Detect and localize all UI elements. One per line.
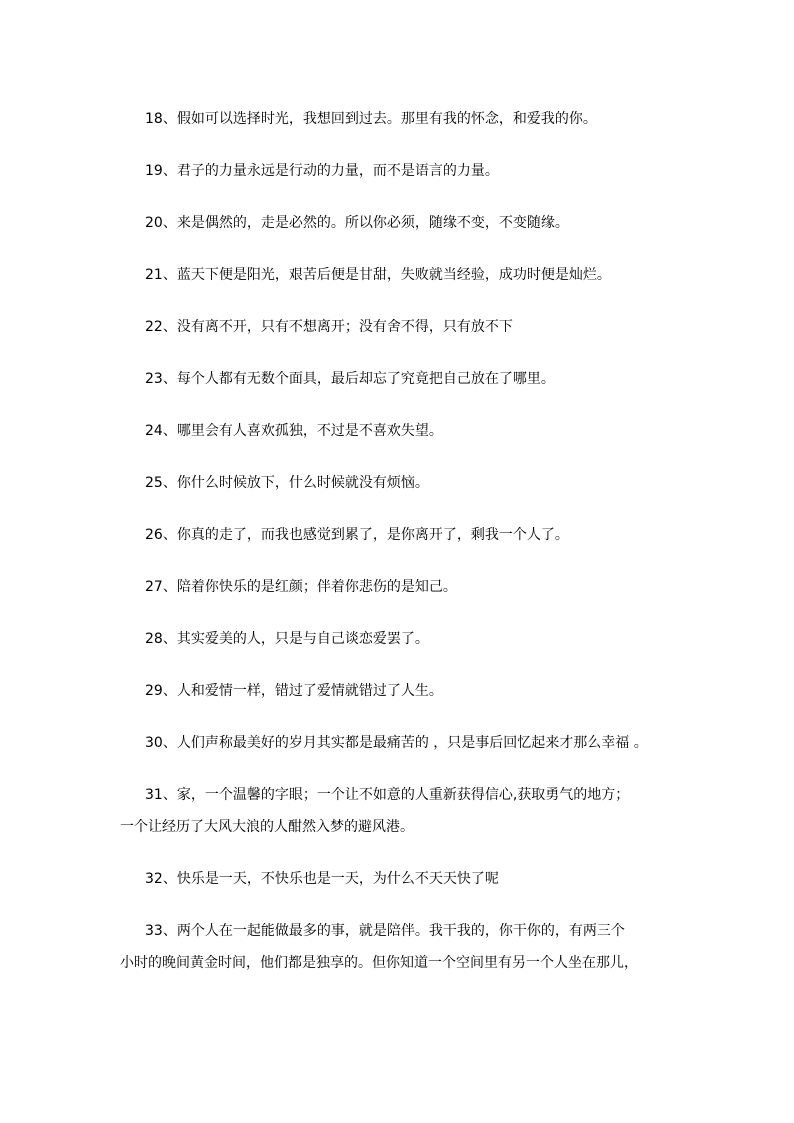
paragraph-23: 23、每个人都有无数个面具，最后却忘了究竟把自己放在了哪里。: [145, 371, 555, 387]
paragraph-29: 29、人和爱情一样，错过了爱情就错过了人生。: [145, 683, 443, 699]
paragraph-22: 22、没有离不开，只有不想离开；没有舍不得，只有放不下: [145, 319, 513, 335]
paragraph-33-line-2: 小时的晚间黄金时间，他们都是独享的。但你知道一个空间里有另一个人坐在那儿，: [120, 955, 638, 971]
paragraph-33-line-1: 33、两个人在一起能做最多的事，就是陪伴。我干我的，你干你的，有两三个: [145, 923, 625, 939]
paragraph-31-line-1: 31、家，一个温馨的字眼；一个让不如意的人重新获得信心,获取勇气的地方；: [145, 787, 630, 803]
paragraph-20: 20、来是偶然的，走是必然的。所以你必须，随缘不变，不变随缘。: [145, 215, 569, 231]
paragraph-26: 26、你真的走了，而我也感觉到累了，是你离开了，剩我一个人了。: [145, 527, 569, 543]
paragraph-31-line-2: 一个让经历了大风大浪的人酣然入梦的避风港。: [120, 819, 414, 835]
paragraph-19: 19、君子的力量永远是行动的力量，而不是语言的力量。: [145, 163, 499, 179]
paragraph-21: 21、蓝天下便是阳光，艰苦后便是甘甜，失败就当经验，成功时便是灿烂。: [145, 267, 611, 283]
paragraph-24: 24、哪里会有人喜欢孤独，不过是不喜欢失望。: [145, 423, 443, 439]
paragraph-32: 32、快乐是一天，不快乐也是一天，为什么不天天快了呢: [145, 871, 499, 887]
paragraph-18: 18、假如可以选择时光，我想回到过去。那里有我的怀念，和爱我的你。: [145, 111, 597, 127]
paragraph-28: 28、其实爱美的人，只是与自己谈恋爱罢了。: [145, 631, 429, 647]
paragraph-27: 27、陪着你快乐的是红颜；伴着你悲伤的是知己。: [145, 579, 457, 595]
paragraph-25: 25、你什么时候放下，什么时候就没有烦恼。: [145, 475, 429, 491]
paragraph-30: 30、人们声称最美好的岁月其实都是最痛苦的 ，只是事后回忆起来才那么幸福 。: [145, 735, 648, 751]
